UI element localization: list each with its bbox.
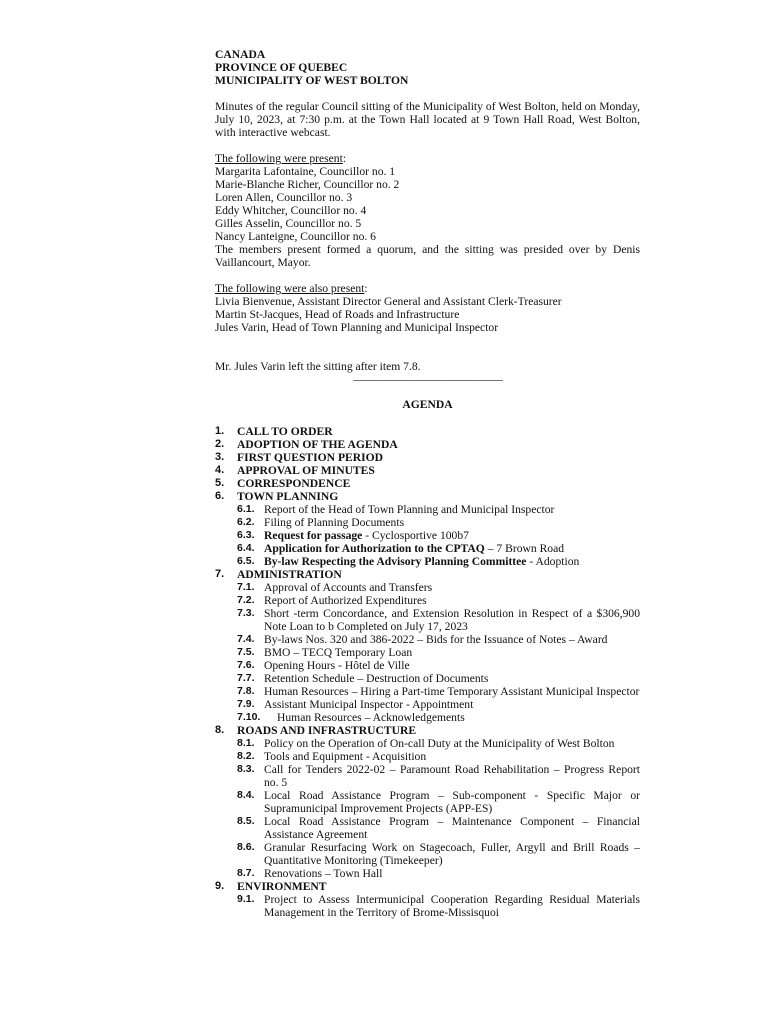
intro-paragraph: Minutes of the regular Council sitting of the Municipality of West Bolton, held on Monday, July 10, 2023, at 7:30 p.m. at the Town Hall located at 9 Town Hall Road, West Bolton, with interactive webcast. [215, 100, 640, 139]
agenda-item: 7.10. Human Resources – Acknowledgements [237, 711, 465, 724]
agenda-section-roads: 8. ROADS AND INFRASTRUCTURE [215, 724, 417, 737]
agenda-item: 7.6. Opening Hours - Hôtel de Ville [237, 659, 410, 672]
also-present-member: Jules Varin, Head of Town Planning and Municipal Inspector [215, 321, 499, 334]
header-municipality: MUNICIPALITY OF WEST BOLTON [215, 74, 409, 87]
also-present-member: Martin St-Jacques, Head of Roads and Infrastructure [215, 308, 460, 321]
agenda-list [215, 425, 640, 919]
minutes-page [215, 48, 640, 919]
agenda-item: 7.8. Human Resources – Hiring a Part-time Temporary Assistant Municipal Inspector [237, 685, 640, 698]
departure-note: Mr. Jules Varin left the sitting after item 7.8. [215, 360, 421, 373]
agenda-item: 6.5. By-law Respecting the Advisory Planning Committee - Adoption [237, 555, 580, 568]
agenda-section: 3. FIRST QUESTION PERIOD [215, 451, 384, 464]
agenda-item: 8.6. Granular Resurfacing Work on Stagecoach, Fuller, Argyll and Brill Roads – Quantitative Monitoring (Timekeeper) [237, 841, 640, 867]
agenda-section-administration: 7. ADMINISTRATION [215, 568, 342, 581]
agenda-title: AGENDA [402, 398, 453, 411]
agenda-section: 1. CALL TO ORDER [215, 425, 333, 438]
agenda-item: 8.7. Renovations – Town Hall [237, 867, 383, 880]
also-present-heading: The following were also present: [215, 282, 368, 295]
present-block [215, 152, 640, 269]
present-member: Gilles Asselin, Councillor no. 5 [215, 217, 362, 230]
agenda-section: 2. ADOPTION OF THE AGENDA [215, 438, 398, 451]
header-country: CANADA [215, 48, 266, 61]
agenda-item: 6.3. Request for passage - Cyclosportive 100b7 [237, 529, 469, 542]
quorum-statement: The members present formed a quorum, and the sitting was presided over by Denis Vaillancourt, Mayor. [215, 243, 640, 269]
also-present-block [215, 282, 640, 334]
agenda-item: 7.9. Assistant Municipal Inspector - Appointment [237, 698, 474, 711]
present-member: Eddy Whitcher, Councillor no. 4 [215, 204, 367, 217]
agenda-item: 6.2. Filing of Planning Documents [237, 516, 405, 529]
agenda-item: 8.1. Policy on the Operation of On-call Duty at the Municipality of West Bolton [237, 737, 615, 750]
document-header [215, 48, 640, 87]
agenda-item: 8.5. Local Road Assistance Program – Maintenance Component – Financial Assistance Agreement [237, 815, 640, 841]
agenda-item: 6.4. Application for Authorization to the CPTAQ – 7 Brown Road [237, 542, 565, 555]
agenda-item: 7.2. Report of Authorized Expenditures [237, 594, 427, 607]
present-member: Margarita Lafontaine, Councillor no. 1 [215, 165, 396, 178]
agenda-item: 7.7. Retention Schedule – Destruction of Documents [237, 672, 489, 685]
present-heading: The following were present: [215, 152, 347, 165]
agenda-item: 7.3. Short -term Concordance, and Extension Resolution in Respect of a $306,900 Note Loan to b Completed on July 17, 2023 [237, 607, 640, 633]
present-member: Marie-Blanche Richer, Councillor no. 2 [215, 178, 400, 191]
agenda-section: 4. APPROVAL OF MINUTES [215, 464, 375, 477]
agenda-item: 7.4. By-laws Nos. 320 and 386-2022 – Bids for the Issuance of Notes – Award [237, 633, 608, 646]
present-member: Nancy Lanteigne, Councillor no. 6 [215, 230, 376, 243]
agenda-section: 5. CORRESPONDENCE [215, 477, 351, 490]
agenda-item: 8.3. Call for Tenders 2022-02 – Paramount Road Rehabilitation – Progress Report no. 5 [237, 763, 640, 789]
agenda-item: 7.5. BMO – TECQ Temporary Loan [237, 646, 413, 659]
agenda-section-town-planning: 6. TOWN PLANNING [215, 490, 339, 503]
also-present-member: Livia Bienvenue, Assistant Director General and Assistant Clerk-Treasurer [215, 295, 562, 308]
agenda-item: 8.4. Local Road Assistance Program – Sub-component - Specific Major or Supramunicipal Improvement Projects (APP-ES) [237, 789, 640, 815]
header-province: PROVINCE OF QUEBEC [215, 61, 348, 74]
agenda-section-environment: 9. ENVIRONMENT [215, 880, 327, 893]
agenda-item: 9.1. Project to Assess Intermunicipal Cooperation Regarding Residual Materials Management in the Territory of Brome-Missisquoi [237, 893, 640, 919]
agenda-item: 8.2. Tools and Equipment - Acquisition [237, 750, 427, 763]
separator-rule: —————————————— [353, 373, 502, 386]
present-member: Loren Allen, Councillor no. 3 [215, 191, 353, 204]
agenda-item: 6.1. Report of the Head of Town Planning and Municipal Inspector [237, 503, 555, 516]
agenda-item: 7.1. Approval of Accounts and Transfers [237, 581, 433, 594]
